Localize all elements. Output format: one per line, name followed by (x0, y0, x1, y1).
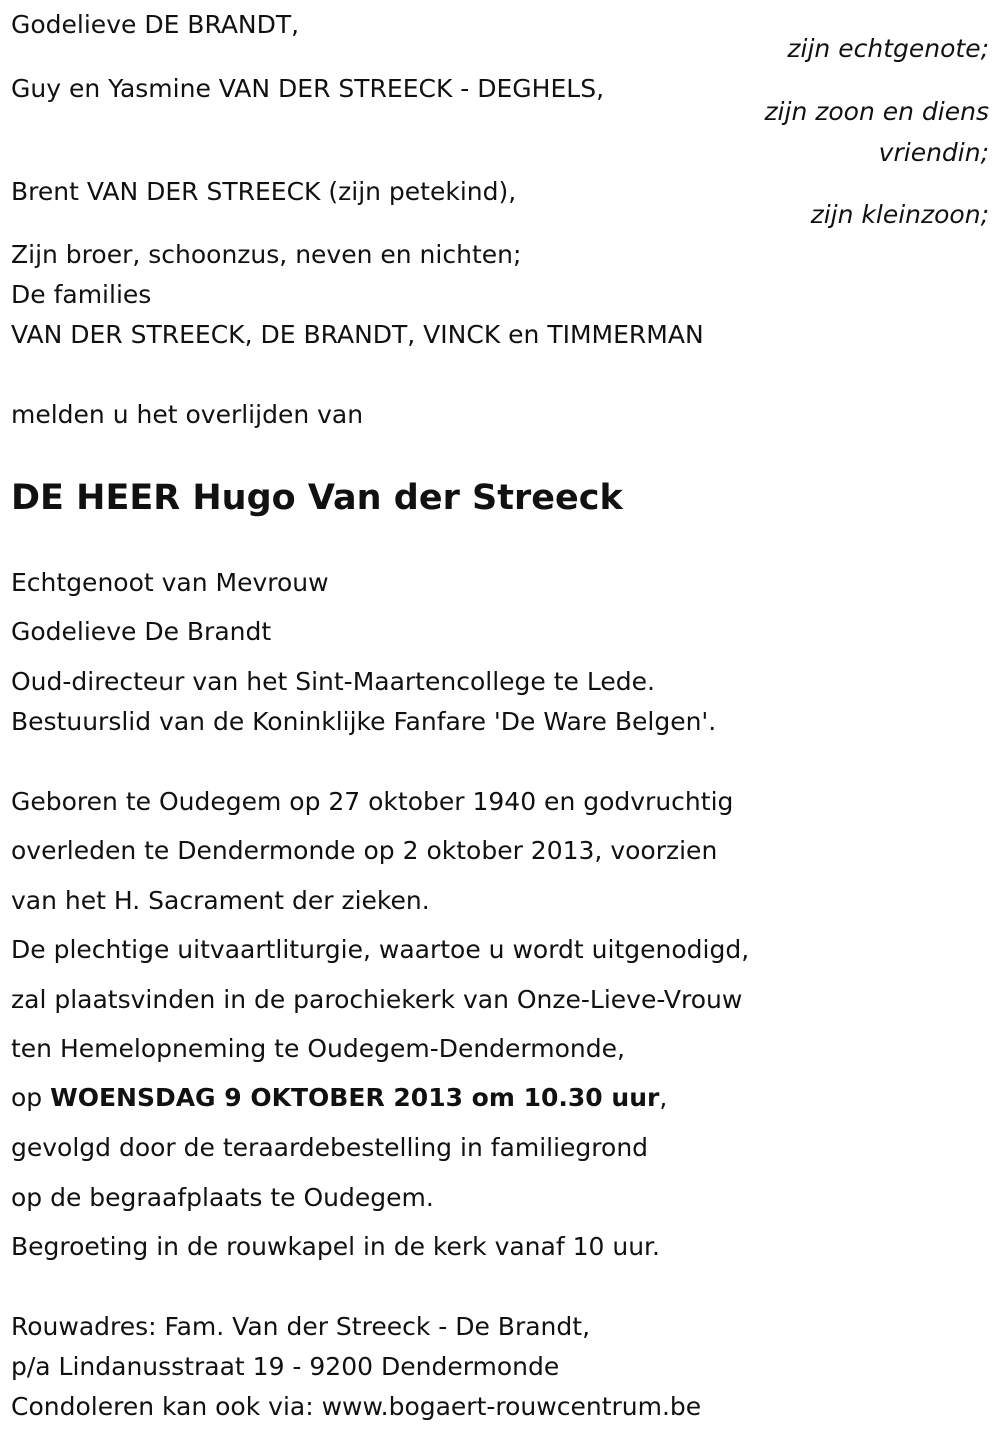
bio-line2: Godelieve De Brandt (11, 617, 272, 646)
details-line1: Geboren te Oudegem op 27 oktober 1940 en godvruchtig (11, 787, 734, 816)
funeral-date-prefix: op (11, 1083, 51, 1112)
details-line8: gevolgd door de teraardebestelling in familiegrond (11, 1133, 649, 1162)
son-name: Guy en Yasmine VAN DER STREECK - DEGHELS, (11, 74, 605, 103)
bio-line3: Oud-directeur van het Sint-Maartencollege te Lede. (11, 667, 655, 696)
relatives-line1: Zijn broer, schoonzus, neven en nichten; (11, 240, 522, 269)
announcement-text: melden u het overlijden van (11, 400, 364, 429)
wife-role: zijn echtgenote; (787, 34, 989, 63)
details-line4: De plechtige uitvaartliturgie, waartoe u wordt uitgenodigd, (11, 935, 750, 964)
details-line3: van het H. Sacrament der zieken. (11, 886, 430, 915)
contact-line1: Rouwadres: Fam. Van der Streeck - De Brandt, (11, 1312, 591, 1341)
details-line2: overleden te Dendermonde op 2 oktober 2013, voorzien (11, 836, 718, 865)
contact-line3: Condoleren kan ook via: www.bogaert-rouwcentrum.be (11, 1392, 702, 1421)
contact-line2: p/a Lindanusstraat 19 - 9200 Dendermonde (11, 1352, 560, 1381)
details-line10: Begroeting in de rouwkapel in de kerk vanaf 10 uur. (11, 1232, 660, 1261)
details-line9: op de begraafplaats te Oudegem. (11, 1183, 434, 1212)
grandson-role: zijn kleinzoon; (810, 200, 989, 229)
wife-name: Godelieve DE BRANDT, (11, 10, 300, 39)
funeral-date: WOENSDAG 9 OKTOBER 2013 om 10.30 uur (50, 1083, 660, 1112)
funeral-date-line (11, 1083, 667, 1113)
details-line6: ten Hemelopneming te Oudegem-Dendermonde, (11, 1034, 625, 1063)
bio-line1: Echtgenoot van Mevrouw (11, 568, 329, 597)
son-role-line2: vriendin; (878, 138, 989, 167)
relatives-line3: VAN DER STREECK, DE BRANDT, VINCK en TIMMERMAN (11, 320, 704, 349)
son-role-line1: zijn zoon en diens (764, 97, 989, 126)
funeral-date-suffix: , (659, 1083, 668, 1112)
deceased-name: DE HEER Hugo Van der Streeck (11, 478, 623, 518)
grandson-name: Brent VAN DER STREECK (zijn petekind), (11, 177, 517, 206)
relatives-line2: De families (11, 280, 152, 309)
details-line5: zal plaatsvinden in de parochiekerk van Onze-Lieve-Vrouw (11, 985, 743, 1014)
bio-line4: Bestuurslid van de Koninklijke Fanfare 'De Ware Belgen'. (11, 707, 717, 736)
